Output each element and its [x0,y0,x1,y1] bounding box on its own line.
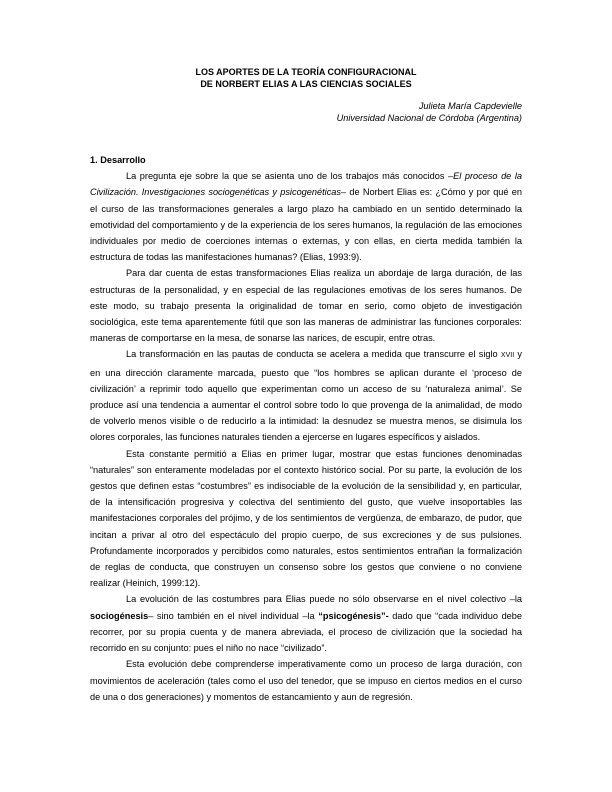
paper-title [90,66,522,90]
paragraph-6: Esta evolución debe comprenderse imperativamente como un proceso de larga duración, con movimientos de aceleración (tales como el uso del tenedor, que se impuso en ciertos medios en el curso de una o dos generaciones) y momentos de estancamiento y aun de regresión. [90,659,522,702]
author-affiliation: Universidad Nacional de Córdoba (Argentina) [336,113,522,123]
author-name: Julieta María Capdevielle [418,101,522,111]
p3-text-a: La transformación en las pautas de conducta se acelera a medida que transcurre el siglo [126,349,501,360]
term-psicogenesis: “psicogénesis”- [318,610,389,621]
p5-text-a: La evolución de las costumbres para Elias puede no sólo observarse en el nivel colectivo –la [126,594,522,605]
paragraph-5 [90,591,522,656]
book-title: El proceso de la Civilización. Investigaciones sociogenéticas y psicogenéticas [90,171,522,198]
p5-text-e: dado que “cada individuo debe recorrer, por su propia cuenta y de manera abreviada, el proceso de civilización que la sociedad ha recorrido en su conjunto: pues el niño no nace “civilizado”. [90,610,523,654]
p1-text-a: La pregunta eje sobre la que se asienta uno de los trabajos más conocidos – [126,171,454,182]
section-heading: 1. Desarrollo [90,155,146,165]
p5-text-c: – sino también en el nivel individual –la [148,610,319,621]
paragraph-1 [90,168,522,265]
paragraph-2: Para dar cuenta de estas transformaciones Elias realiza un abordaje de larga duración, de las estructuras de la personalidad, y en especial de las regulaciones emotivas de los seres humanos. De este modo, su trabajo presenta la originalidad de tomar en serio, como objeto de investigación sociológica, este tema aparentemente fútil que son las maneras de administrar las funciones corporales: maneras de comportarse en la mesa, de sonarse las narices, de escupir, entre otras. [90,268,522,344]
p1-text-c: – de Norbert Elias es: ¿Cómo y por qué en el curso de las transformaciones generales a largo plazo ha cambiado en un sentido determinado la emotividad del comportamiento y de la experiencia de los seres humanos, la regulación de las emociones individuales por medio de coerciones internas o externas, y con ellas, en cierta medida también la estructura de todas las manifestaciones humanas? (Elias, 1993:9). [90,187,522,263]
p3-text-b: y en una dirección claramente marcada, puesto que “los hombres se aplican durante el ‘proceso de civilización’ a reprimir todo aquello que experimentan como un acceso de su ‘naturaleza animal’. Se produce así una tendencia a aumentar el control sobre todo lo que provenga de la animalidad, de modo de volverlo menos visible o de reducirlo a la intimidad: la desnudez se muestra menos, se disimula los olores corporales, las funciones naturales tienden a ejercerse en lugares específicos y aislados. [90,349,523,443]
century-numeral: XVII [500,352,515,360]
paragraph-4: Esta constante permitió a Elias en primer lugar, mostrar que estas funciones denominadas “naturales” son enteramente modeladas por el contexto histórico social. Por su parte, la evolución de los gestos que definen estas “costumbres” es indisociable de la evolución de la sensibilidad y, en particular, de la intensificación progresiva y colectiva del sentimiento del gusto, que vuelve insoportables las manifestaciones corporales del prójimo, y de los sentimientos de vergüenza, de embarazo, de pudor, que incitan a privar al otro del espectáculo del propio cuerpo, de sus excreciones y de sus pulsiones. Profundamente incorporados y percibidos como naturales, estos sentimientos entrañan la formalización de reglas de conducta, que construyen un consenso sobre los gestos que conviene o no conviene realizar (Heinich, 1999:12). [90,448,522,589]
title-line-2: DE NORBERT ELIAS A LAS CIENCIAS SOCIALES [200,79,412,89]
title-line-1: LOS APORTES DE LA TEORÍA CONFIGURACIONAL [195,67,417,77]
term-sociogenesis: sociogénesis [90,610,149,621]
paragraph-3 [90,346,522,445]
author-block [90,100,522,124]
body-text [90,152,522,705]
